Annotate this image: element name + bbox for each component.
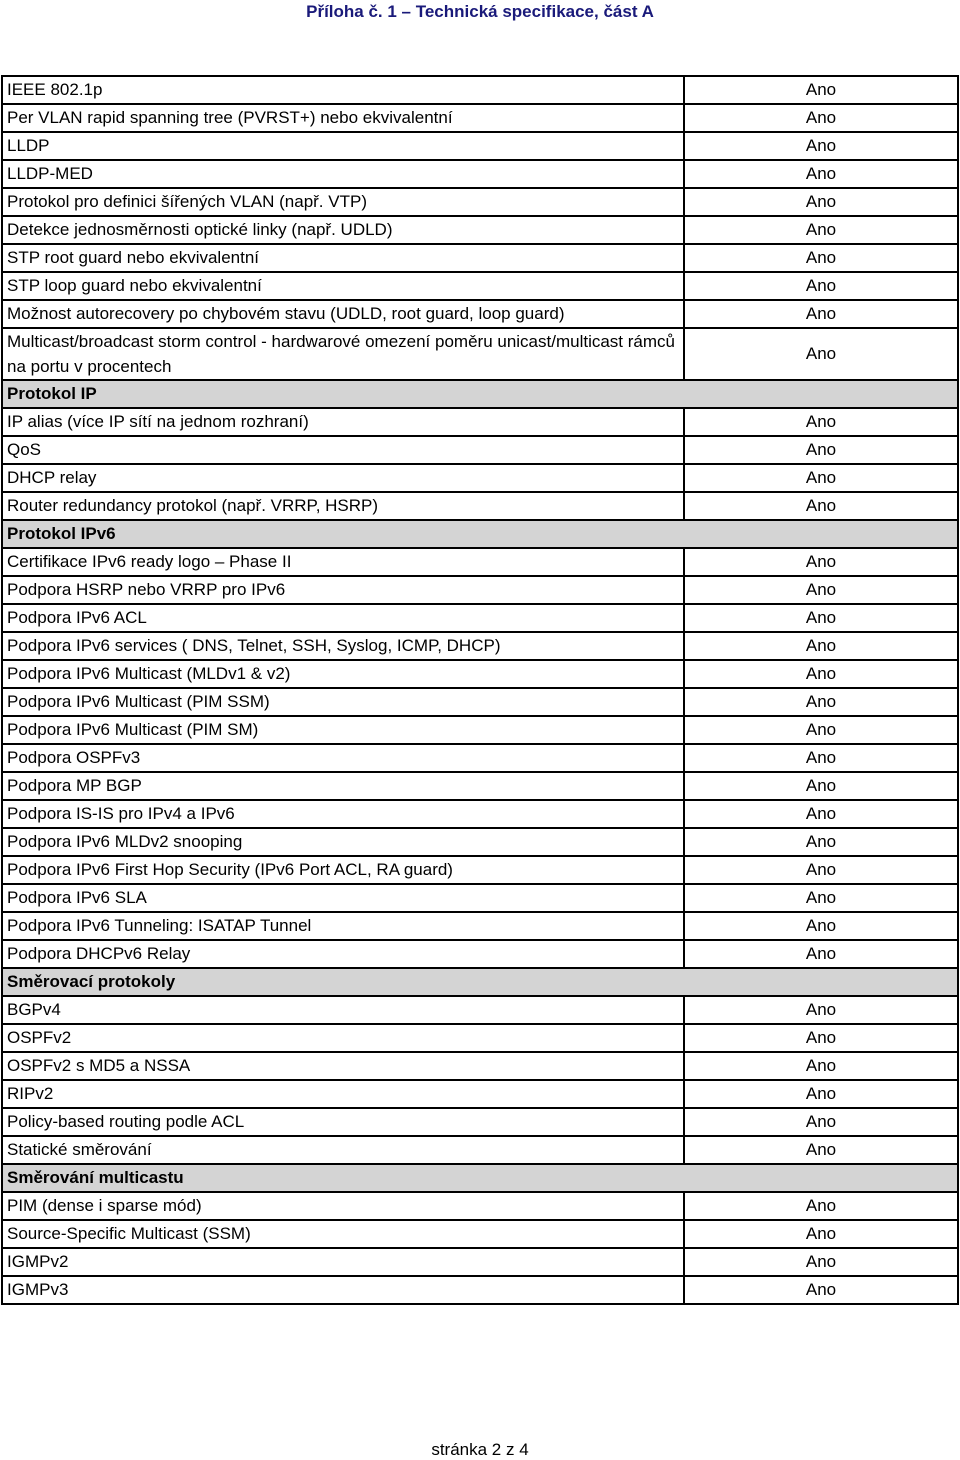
- spec-value: Ano: [684, 744, 958, 772]
- spec-value: Ano: [684, 884, 958, 912]
- spec-row: [2, 216, 958, 244]
- spec-value: Ano: [684, 716, 958, 744]
- spec-label: Source-Specific Multicast (SSM): [2, 1220, 684, 1248]
- spec-value: Ano: [684, 1024, 958, 1052]
- spec-row: [2, 188, 958, 216]
- spec-row: [2, 996, 958, 1024]
- spec-row: [2, 1192, 958, 1220]
- spec-label: Router redundancy protokol (např. VRRP, HSRP): [2, 492, 684, 520]
- spec-value: Ano: [684, 216, 958, 244]
- spec-row: [2, 828, 958, 856]
- spec-label: LLDP: [2, 132, 684, 160]
- spec-value: Ano: [684, 996, 958, 1024]
- spec-value: Ano: [684, 1220, 958, 1248]
- spec-label: Certifikace IPv6 ready logo – Phase II: [2, 548, 684, 576]
- specification-table: [1, 75, 959, 1305]
- spec-value: Ano: [684, 160, 958, 188]
- spec-label: DHCP relay: [2, 464, 684, 492]
- spec-row: [2, 1248, 958, 1276]
- spec-row: [2, 1024, 958, 1052]
- spec-label: Podpora IPv6 MLDv2 snooping: [2, 828, 684, 856]
- spec-row: [2, 548, 958, 576]
- spec-value: Ano: [684, 940, 958, 968]
- spec-label: LLDP-MED: [2, 160, 684, 188]
- section-header-row: [2, 1164, 958, 1192]
- spec-label: OSPFv2 s MD5 a NSSA: [2, 1052, 684, 1080]
- spec-label: Statické směrování: [2, 1136, 684, 1164]
- spec-label: Podpora IPv6 Multicast (PIM SM): [2, 716, 684, 744]
- spec-row: [2, 912, 958, 940]
- spec-row: [2, 632, 958, 660]
- spec-value: Ano: [684, 772, 958, 800]
- spec-label: IGMPv3: [2, 1276, 684, 1304]
- spec-row: [2, 1220, 958, 1248]
- spec-value: Ano: [684, 104, 958, 132]
- spec-label: STP loop guard nebo ekvivalentní: [2, 272, 684, 300]
- spec-value: Ano: [684, 272, 958, 300]
- spec-row: [2, 604, 958, 632]
- spec-value: Ano: [684, 132, 958, 160]
- spec-row: [2, 464, 958, 492]
- spec-label: Podpora OSPFv3: [2, 744, 684, 772]
- spec-value: Ano: [684, 688, 958, 716]
- spec-label: BGPv4: [2, 996, 684, 1024]
- spec-label: Protokol pro definici šířených VLAN (např. VTP): [2, 188, 684, 216]
- spec-value: Ano: [684, 604, 958, 632]
- spec-row: [2, 272, 958, 300]
- spec-value: Ano: [684, 1276, 958, 1304]
- spec-row: [2, 104, 958, 132]
- spec-row: [2, 1108, 958, 1136]
- spec-row: [2, 856, 958, 884]
- spec-value: Ano: [684, 1080, 958, 1108]
- spec-label: IEEE 802.1p: [2, 76, 684, 104]
- spec-label: Podpora IPv6 Multicast (MLDv1 & v2): [2, 660, 684, 688]
- spec-row: [2, 688, 958, 716]
- spec-label: Podpora IPv6 ACL: [2, 604, 684, 632]
- spec-row: [2, 884, 958, 912]
- section-title: Protokol IP: [2, 380, 958, 408]
- spec-row: [2, 132, 958, 160]
- spec-label: STP root guard nebo ekvivalentní: [2, 244, 684, 272]
- spec-label: Per VLAN rapid spanning tree (PVRST+) nebo ekvivalentní: [2, 104, 684, 132]
- spec-label: Podpora IPv6 Tunneling: ISATAP Tunnel: [2, 912, 684, 940]
- spec-label: IP alias (více IP sítí na jednom rozhraní): [2, 408, 684, 436]
- section-title: Protokol IPv6: [2, 520, 958, 548]
- spec-row: [2, 940, 958, 968]
- page-number: stránka 2 z 4: [431, 1440, 529, 1459]
- spec-label: Podpora MP BGP: [2, 772, 684, 800]
- spec-value: Ano: [684, 576, 958, 604]
- section-header-row: [2, 520, 958, 548]
- spec-row: [2, 576, 958, 604]
- spec-value: Ano: [684, 1052, 958, 1080]
- spec-row: [2, 244, 958, 272]
- spec-value: Ano: [684, 800, 958, 828]
- spec-value: Ano: [684, 912, 958, 940]
- spec-label: Podpora IPv6 Multicast (PIM SSM): [2, 688, 684, 716]
- spec-value: Ano: [684, 660, 958, 688]
- spec-label: OSPFv2: [2, 1024, 684, 1052]
- spec-row: [2, 772, 958, 800]
- spec-value: Ano: [684, 464, 958, 492]
- spec-value: Ano: [684, 1192, 958, 1220]
- spec-row: [2, 300, 958, 328]
- spec-row: [2, 660, 958, 688]
- spec-label: Policy-based routing podle ACL: [2, 1108, 684, 1136]
- page-header-title: Příloha č. 1 – Technická specifikace, část A: [306, 2, 654, 21]
- spec-label: Podpora IS-IS pro IPv4 a IPv6: [2, 800, 684, 828]
- spec-value: Ano: [684, 188, 958, 216]
- spec-row: [2, 436, 958, 464]
- spec-label: Detekce jednosměrnosti optické linky (např. UDLD): [2, 216, 684, 244]
- section-title: Směrovací protokoly: [2, 968, 958, 996]
- section-header-row: [2, 968, 958, 996]
- spec-value: Ano: [684, 408, 958, 436]
- spec-row: [2, 1052, 958, 1080]
- spec-value: Ano: [684, 828, 958, 856]
- spec-label: Multicast/broadcast storm control - hardwarové omezení poměru unicast/multicast rámců na portu v procentech: [2, 328, 684, 380]
- spec-row: [2, 1136, 958, 1164]
- spec-value: Ano: [684, 76, 958, 104]
- spec-value: Ano: [684, 492, 958, 520]
- section-header-row: [2, 380, 958, 408]
- spec-label: Podpora IPv6 services ( DNS, Telnet, SSH, Syslog, ICMP, DHCP): [2, 632, 684, 660]
- spec-row: [2, 716, 958, 744]
- spec-value: Ano: [684, 1136, 958, 1164]
- spec-label: Možnost autorecovery po chybovém stavu (UDLD, root guard, loop guard): [2, 300, 684, 328]
- spec-row: [2, 160, 958, 188]
- spec-value: Ano: [684, 548, 958, 576]
- spec-label: Podpora IPv6 SLA: [2, 884, 684, 912]
- spec-value: Ano: [684, 244, 958, 272]
- spec-value: Ano: [684, 436, 958, 464]
- spec-label: Podpora DHCPv6 Relay: [2, 940, 684, 968]
- spec-row: [2, 1080, 958, 1108]
- spec-value: Ano: [684, 1248, 958, 1276]
- spec-label: Podpora IPv6 First Hop Security (IPv6 Port ACL, RA guard): [2, 856, 684, 884]
- spec-value: Ano: [684, 1108, 958, 1136]
- spec-label: IGMPv2: [2, 1248, 684, 1276]
- spec-row: [2, 492, 958, 520]
- spec-row: [2, 800, 958, 828]
- spec-label: Podpora HSRP nebo VRRP pro IPv6: [2, 576, 684, 604]
- spec-row: [2, 408, 958, 436]
- spec-row: [2, 76, 958, 104]
- spec-row: [2, 744, 958, 772]
- spec-row: [2, 1276, 958, 1304]
- spec-value: Ano: [684, 328, 958, 380]
- specification-table-body: [2, 76, 958, 1304]
- spec-value: Ano: [684, 632, 958, 660]
- spec-value: Ano: [684, 856, 958, 884]
- spec-label: PIM (dense i sparse mód): [2, 1192, 684, 1220]
- spec-label: QoS: [2, 436, 684, 464]
- spec-label: RIPv2: [2, 1080, 684, 1108]
- section-title: Směrování multicastu: [2, 1164, 958, 1192]
- spec-row: [2, 328, 958, 380]
- spec-value: Ano: [684, 300, 958, 328]
